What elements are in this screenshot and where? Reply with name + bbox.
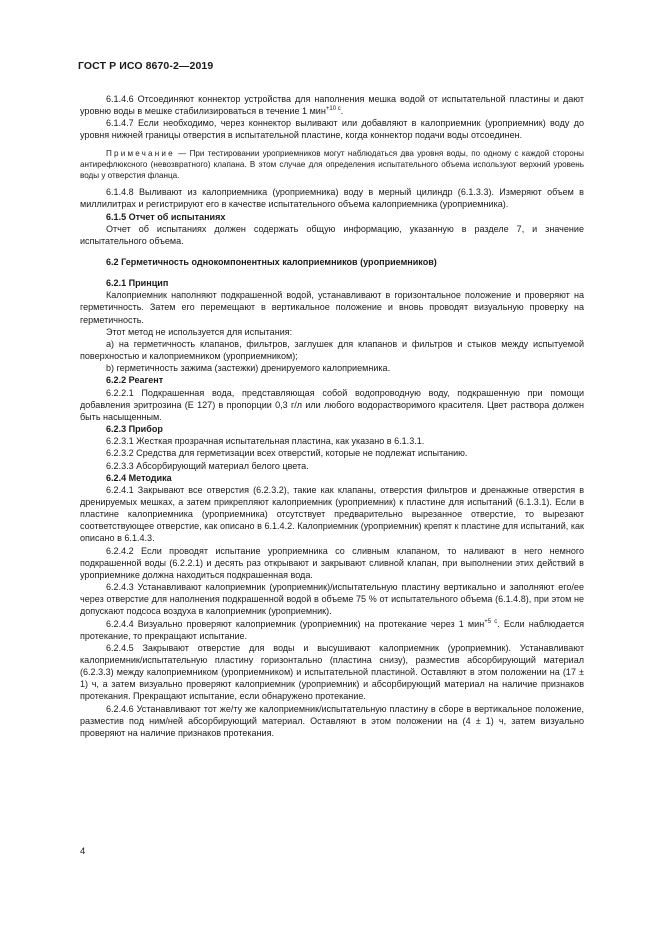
clause-6-2-4-3: 6.2.4.3 Устанавливают калоприемник (уроприемник)/испытательную пластину вертикально и заполняют его/ее через отверстие для наполнения подкрашенной водой в объеме 75 % от испытательного объема (6.1.4.8), при этом не допускают подсоса воздуха в калоприемник (уроприемник). [80,582,584,617]
clause-6-2-4-2: 6.2.4.2 Если проводят испытание уроприемника со сливным клапаном, то наливают в него немного подкрашенной воды (6.2.2.1) и десять раз открывают и закрывают сливной клапан, при выполнении этих действий в уроприемнике должна находиться подкрашенная вода. [80,545,584,580]
list-item-b: b) герметичность зажима (застежки) дренируемого калоприемника. [106,363,391,374]
heading-6-2-1: 6.2.1 Принцип [106,278,169,289]
clause-6-1-5-text: Отчет об испытаниях должен содержать общую информацию, указанную в разделе 7, и значение испытательного объема. [80,223,584,246]
document-header: ГОСТ Р ИСО 8670-2—2019 [78,60,214,72]
heading-6-2-4: 6.2.4 Методика [106,472,172,483]
heading-6-2-2: 6.2.2 Реагент [106,375,164,386]
clause-6-2-4-5: 6.2.4.5 Закрывают отверстие для воды и высушивают калоприемник (уроприемник). Устанавливают калоприемник/испытательную пластину горизонтально (пластина снизу), разместив абсорбирующий материал (6.2.3.3) между калоприемником (уроприемником) и испытательной пластиной. Оставляют в этом положении на (17 ± 1) ч, а затем визуально проверяют калоприемник (уроприемник) и абсорбирующий материал на наличие признаков протекания. Прекращают испытание, если обнаружено протекание. [80,642,584,702]
clause-6-2-1-b: Этот метод не используется для испытания: [106,326,293,337]
clause-6-2-1-a: Калоприемник наполняют подкрашенной водой, устанавливают в горизонтальное положение и проверяют на герметичность. Затем его перемещают в вертикальное положение и вновь проводят визуальную проверку на герметичность. [80,290,584,325]
note-text: — При тестировании уроприемников могут наблюдаться два уровня воды, по одному с каждой стороны антирефлюксного (невозвратного) клапана. В этом случае для определения испытательного объема используют верхний уровень воды у отверстия фланца. [80,148,584,181]
time-tolerance: +5 с [484,618,498,625]
note-label: Примечание [106,148,175,158]
time-tolerance: +10 с [325,106,341,113]
clause-6-2-4-4: 6.2.4.4 Визуально проверяют калоприемник (уроприемник) на протекание через 1 мин$^{+5 с}$. Если наблюдается протекание, то прекращают испытание. [80,618,584,641]
clause-6-2-3-3: 6.2.3.3 Абсорбирующий материал белого цвета. [106,460,309,471]
clause-6-2-2-1: 6.2.2.1 Подкрашенная вода, представляющая собой водопроводную воду, подкрашенную при помощи добавления эритрозина (Е 127) в пропорции 0,3 г/л или любого водорастворимого красителя. Цвет раствора должен быть насыщенным. [80,387,584,422]
clause-6-1-4-8: 6.1.4.8 Выливают из калоприемника (уроприемника) воду в мерный цилиндр (6.1.3.3). Измеряют объем в миллилитрах и регистрируют его в качестве испытательного объема калоприемника (уроприемника). [80,187,584,210]
clause-6-2-3-1: 6.2.3.1 Жесткая прозрачная испытательная пластина, как указано в 6.1.3.1. [106,436,425,447]
note [80,148,584,182]
document-body [80,93,584,739]
clause-6-2-4-6: 6.2.4.6 Устанавливают тот же/ту же калоприемник/испытательную пластину в сборе в вертикальное положение, разместив под ним/ней абсорбирующий материал. Оставляют в этом положении на (4 ± 1) ч, затем визуально проверяют на наличие признаков протекания. [80,703,584,738]
heading-6-1-5: 6.1.5 Отчет об испытаниях [106,211,226,222]
heading-6-2: 6.2 Герметичность однокомпонентных калоприемников (уроприемников) [106,257,437,268]
clause-6-2-4-1: 6.2.4.1 Закрывают все отверстия (6.2.3.2), такие как клапаны, отверстия фильтров и дренажные отверстия в дренируемых мешках, а затем прикрепляют калоприемник (уроприемник) к пластине для испытаний (6.1.3.1). Если в пластине калоприемника (уроприемника) отсутствует предварительно вырезанное отверстие, то вырезают соответствующее отверстие, как описано в 6.1.4.2. Калоприемник (уроприемник) крепят к пластине для испытаний, как описано в 6.1.4.3. [80,484,584,544]
clause-6-1-4-6: 6.1.4.6 Отсоединяют коннектор устройства для наполнения мешка водой от испытательной пластины и дают уровню воды в мешке стабилизироваться в течение 1 мин$^{+10 с}$. [80,94,584,117]
page-number: 4 [80,846,86,857]
clause-6-1-4-7: 6.1.4.7 Если необходимо, через коннектор выливают или добавляют в калоприемник (уроприемник) воду до уровня нижней границы отверстия в испытательной пластине, когда коннектор подачи воды отсоединен. [80,118,584,141]
list-item-a: а) на герметичность клапанов, фильтров, заглушек для клапанов и фильтров и стыков между испытуемой поверхностью и калоприемником (уроприемником); [80,338,584,362]
heading-6-2-3: 6.2.3 Прибор [106,424,163,435]
clause-6-2-3-2: 6.2.3.2 Средства для герметизации всех отверстий, которые не подлежат испытанию. [106,448,468,459]
